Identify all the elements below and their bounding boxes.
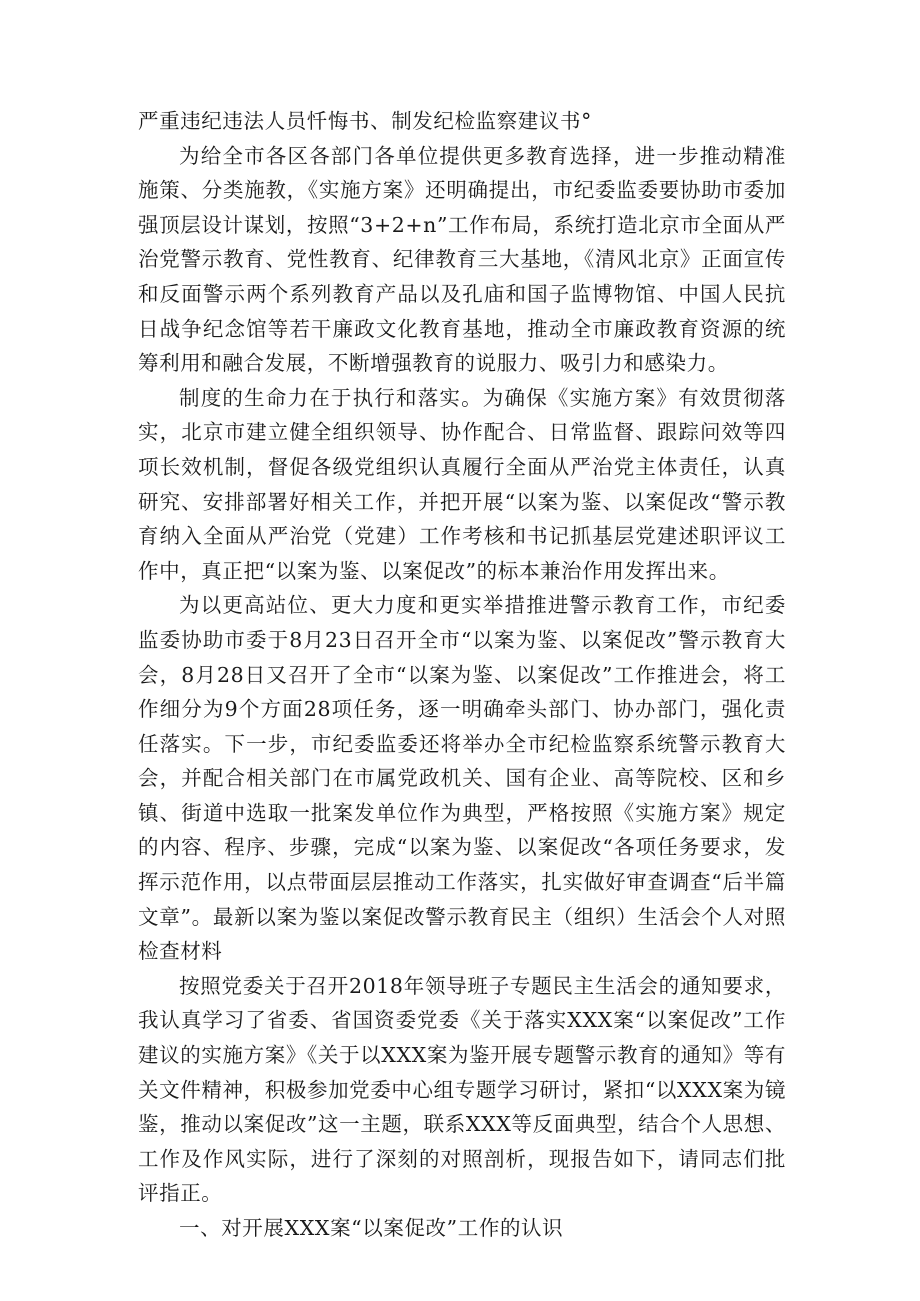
paragraph-democratic-meeting: 按照党委关于召开2018年领导班子专题民主生活会的通知要求，我认真学习了省委、省国资委党委《关于落实XXX案“以案促改”工作建议的实施方案》《关于以XXX案为鉴开展专题警示教育的通知》等有关文件精神，积极参加党委中心组专题学习研讨，紧扣“以XXX案为镜鉴，推动以案促改”这一主题，联系XXX等反面典型，结合个人思想、工作及作风实际，进行了深刻的对照剖析，现报告如下，请同志们批评指正。 — [138, 973, 786, 1206]
paragraph-continuation: 严重违纪违法人员忏悔书、制发纪检监察建议书° — [138, 109, 592, 133]
document-body — [138, 104, 786, 1246]
paragraph-warning-education: 为以更高站位、更大力度和更实举措推进警示教育工作，市纪委监委协助市委于8月23日召开全市“以案为鉴、以案促改”警示教育大会，8月28日又召开了全市“以案为鉴、以案促改”工作推进会，将工作细分为9个方面28项任务，逐一明确牵头部门、协办部门，强化责任落实。下一步，市纪委监委还将举办全市纪检监察系统警示教育大会，并配合相关部门在市属党政机关、国有企业、高等院校、区和乡镇、街道中选取一批案发单位作为典型，严格按照《实施方案》规定的内容、程序、步骤，完成“以案为鉴、以案促改“各项任务要求，发挥示范作用，以点带面层层推动工作落实，扎实做好审查调查“后半篇文章”。最新以案为鉴以案促改警示教育民主（组织）生活会个人对照检查材料 — [138, 593, 786, 964]
paragraph-implementation: 制度的生命力在于执行和落实。为确保《实施方案》有效贯彻落实，北京市建立健全组织领导、协作配合、日常监督、跟踪问效等四项长效机制，督促各级党组织认真履行全面从严治党主体责任，认真研究、安排部署好相关工作，并把开展“以案为鉴、以案促改“警示教育纳入全面从严治党（党建）工作考核和书记抓基层党建述职评议工作中，真正把“以案为鉴、以案促改”的标本兼治作用发挥出来。 — [138, 385, 786, 583]
paragraph-education-options: 为给全市各区各部门各单位提供更多教育选择，进一步推动精准施策、分类施教，《实施方案》还明确提出，市纪委监委要协助市委加强顶层设计谋划，按照“3+2+n”工作布局，系统打造北京市全面从严治党警示教育、党性教育、纪律教育三大基地，《清风北京》正面宣传和反面警示两个系列教育产品以及孔庙和国子监博物馆、中国人民抗日战争纪念馆等若干廉政文化教育基地，推动全市廉政教育资源的统筹利用和融合发展，不断增强教育的说服力、吸引力和感染力。 — [138, 143, 786, 376]
section-heading: 一、对开展XXX案“以案促改”工作的认识 — [179, 1216, 564, 1240]
